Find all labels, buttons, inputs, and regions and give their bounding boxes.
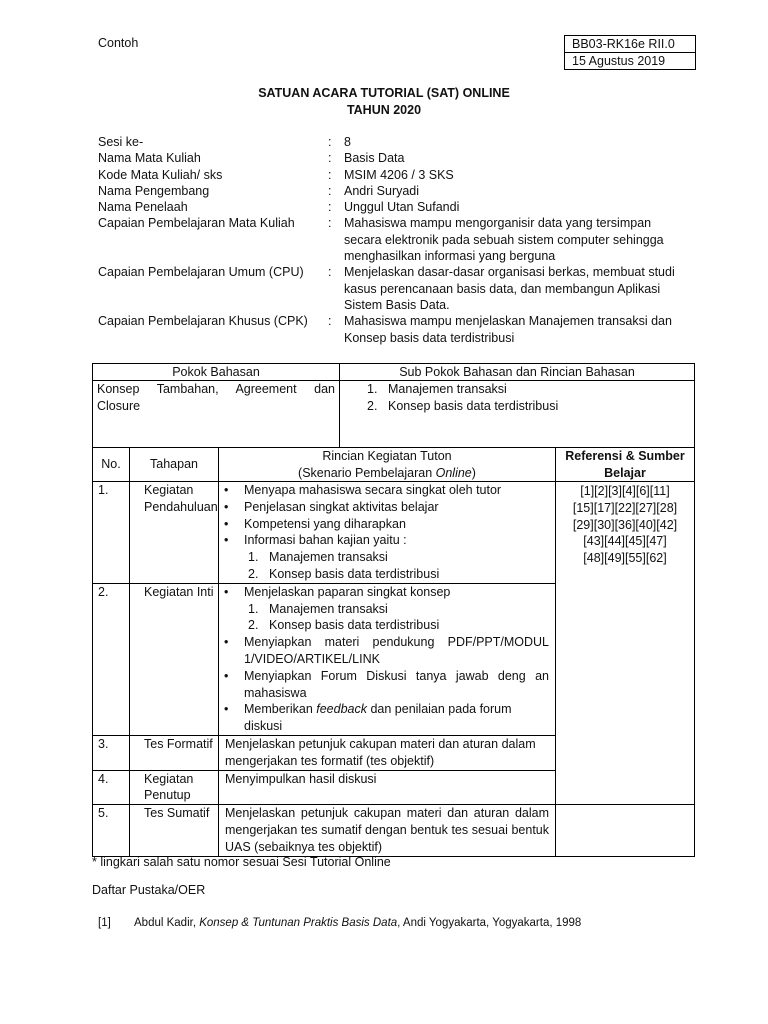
activity-item: • Menyapa mahasiswa secara singkat oleh tutor bbox=[219, 482, 555, 499]
info-value: Andri Suryadi bbox=[344, 183, 420, 198]
subtopic-item: 2. Konsep basis data terdistribusi bbox=[248, 618, 440, 633]
header-no: No. bbox=[93, 448, 130, 482]
info-label: Nama Mata Kuliah bbox=[98, 151, 201, 166]
header-rincian: Rincian Kegiatan Tuton (Skenario Pembelajaran Online) bbox=[219, 448, 556, 482]
bibliography-entry bbox=[98, 917, 581, 929]
info-colon: : bbox=[328, 314, 332, 329]
info-label: Sesi ke- bbox=[98, 135, 144, 149]
bibliography-heading: Daftar Pustaka/OER bbox=[92, 883, 206, 897]
subtopic-header: Sub Pokok Bahasan dan Rincian Bahasan bbox=[340, 364, 695, 381]
bibliography-author: Abdul Kadir, bbox=[134, 917, 200, 929]
row-tahapan: Kegiatan Penutup bbox=[130, 770, 219, 805]
reference-line: [15][17][22][27][28] bbox=[572, 500, 678, 515]
document-code-box bbox=[564, 35, 696, 70]
reference-line: [1][2][3][4][6][11] bbox=[580, 484, 670, 498]
activity-item: • Menyiapkan materi pendukung PDF/PPT/MODUL 1/VIDEO/ARTIKEL/LINK bbox=[219, 634, 555, 668]
subtopic-item: 2. Konsep basis data terdistribusi bbox=[248, 566, 440, 581]
header-tahapan: Tahapan bbox=[130, 448, 219, 482]
activity-item: • Informasi bahan kajian yaitu : 1. Manajemen transaksi 2. Konsep basis data terdistribusi bbox=[219, 532, 555, 582]
info-row bbox=[98, 215, 698, 264]
bibliography-publisher: , Andi Yogyakarta, Yogyakarta, 1998 bbox=[397, 917, 582, 929]
topic-cell: Konsep Tambahan, Agreement dan Closure bbox=[93, 381, 340, 448]
info-label: Nama Pengembang bbox=[98, 183, 210, 198]
reference-line: [48][49][55][62] bbox=[583, 551, 667, 566]
row-rincian: Menjelaskan petunjuk cakupan materi dan aturan dalam mengerjakan tes sumatif dengan bentuk tes sesuai bentuk UAS (sebaiknya tes objektif) bbox=[219, 805, 556, 856]
header-referensi: Referensi & Sumber Belajar bbox=[556, 448, 695, 482]
document-code: BB03-RK16e RII.0 bbox=[572, 37, 675, 51]
course-info bbox=[98, 134, 698, 346]
info-value: Mahasiswa mampu menjelaskan Manajemen transaksi dan Konsep basis data terdistribusi bbox=[344, 314, 672, 345]
topic-table bbox=[92, 363, 695, 448]
reference-line: [29][30][36][40][42] bbox=[572, 517, 678, 532]
info-colon: : bbox=[328, 200, 332, 215]
row-tahapan: Tes Formatif bbox=[130, 735, 219, 770]
info-colon: : bbox=[328, 167, 332, 182]
reference-line: [43][44][45][47] bbox=[583, 534, 667, 549]
references-cell bbox=[556, 482, 695, 805]
info-row bbox=[98, 167, 698, 183]
info-colon: : bbox=[328, 265, 332, 280]
activity-table bbox=[92, 447, 695, 857]
info-label: Capaian Pembelajaran Mata Kuliah bbox=[98, 216, 295, 231]
info-colon: : bbox=[328, 216, 332, 231]
info-value: Basis Data bbox=[344, 151, 405, 166]
activity-item: • Menyiapkan Forum Diskusi tanya jawab deng an mahasiswa bbox=[219, 668, 555, 702]
row-rincian bbox=[219, 482, 556, 584]
contoh-label: Contoh bbox=[98, 36, 139, 50]
row-no: 1. bbox=[93, 482, 130, 584]
row-no: 2. bbox=[93, 583, 130, 735]
row-no: 4. bbox=[93, 770, 130, 805]
info-row bbox=[98, 313, 698, 346]
subtopic-item: 1. Manajemen transaksi bbox=[248, 550, 388, 565]
document-date: 15 Agustus 2019 bbox=[565, 52, 695, 69]
references-cell-empty bbox=[556, 805, 695, 856]
bibliography-title: Konsep & Tuntunan Praktis Basis Data bbox=[199, 917, 398, 929]
info-value: Menjelaskan dasar-dasar organisasi berkas, membuat studi kasus perencanaan basis data, dan membangun Aplikasi Sistem Basis Data. bbox=[344, 265, 675, 312]
info-label: Kode Mata Kuliah/ sks bbox=[98, 167, 223, 182]
bibliography-number: [1] bbox=[98, 917, 111, 929]
row-rincian: Menyimpulkan hasil diskusi bbox=[219, 770, 556, 805]
info-row bbox=[98, 183, 698, 199]
row-tahapan: Kegiatan Inti bbox=[130, 583, 219, 735]
topic-header: Pokok Bahasan bbox=[93, 364, 340, 381]
document-year: TAHUN 2020 bbox=[346, 103, 422, 117]
info-colon: : bbox=[328, 151, 332, 166]
row-tahapan: Kegiatan Pendahuluan bbox=[130, 482, 219, 584]
info-row bbox=[98, 134, 698, 150]
info-colon: : bbox=[328, 183, 332, 198]
activity-item: • Penjelasan singkat aktivitas belajar bbox=[219, 499, 555, 516]
info-row bbox=[98, 150, 698, 166]
info-label: Capaian Pembelajaran Umum (CPU) bbox=[98, 265, 304, 280]
info-label: Nama Penelaah bbox=[98, 200, 188, 215]
info-row bbox=[98, 264, 698, 313]
row-rincian: Menjelaskan petunjuk cakupan materi dan aturan dalam mengerjakan tes formatif (tes objektif) bbox=[219, 735, 556, 770]
row-tahapan: Tes Sumatif bbox=[130, 805, 219, 856]
activity-item: • Kompetensi yang diharapkan bbox=[219, 516, 555, 533]
subtopic-item: 1. Manajemen transaksi bbox=[367, 382, 507, 396]
activity-item: • Menjelaskan paparan singkat konsep 1. Manajemen transaksi 2. Konsep basis data terdistribusi bbox=[219, 584, 555, 634]
info-value: Unggul Utan Sufandi bbox=[344, 200, 460, 215]
info-label: Capaian Pembelajaran Khusus (CPK) bbox=[98, 314, 308, 329]
info-row bbox=[98, 199, 698, 215]
row-rincian bbox=[219, 583, 556, 735]
info-value: MSIM 4206 / 3 SKS bbox=[344, 167, 454, 182]
info-value: 8 bbox=[344, 135, 351, 149]
document-title: SATUAN ACARA TUTORIAL (SAT) ONLINE bbox=[258, 86, 510, 100]
subtopic-item: 2. Konsep basis data terdistribusi bbox=[367, 398, 559, 413]
info-colon: : bbox=[328, 135, 332, 149]
row-no: 5. bbox=[93, 805, 130, 856]
footnote: * lingkari salah satu nomor sesuai Sesi Tutorial Online bbox=[92, 855, 391, 869]
info-value: Mahasiswa mampu mengorganisir data yang tersimpan secara elektronik pada sebuah sistem computer sehingga menghasilkan informasi yang berguna bbox=[344, 216, 664, 264]
subtopic-item: 1. Manajemen transaksi bbox=[248, 601, 388, 616]
activity-item: • Memberikan feedback dan penilaian pada forum diskusi bbox=[219, 701, 555, 735]
subtopic-cell bbox=[340, 381, 695, 448]
row-no: 3. bbox=[93, 735, 130, 770]
